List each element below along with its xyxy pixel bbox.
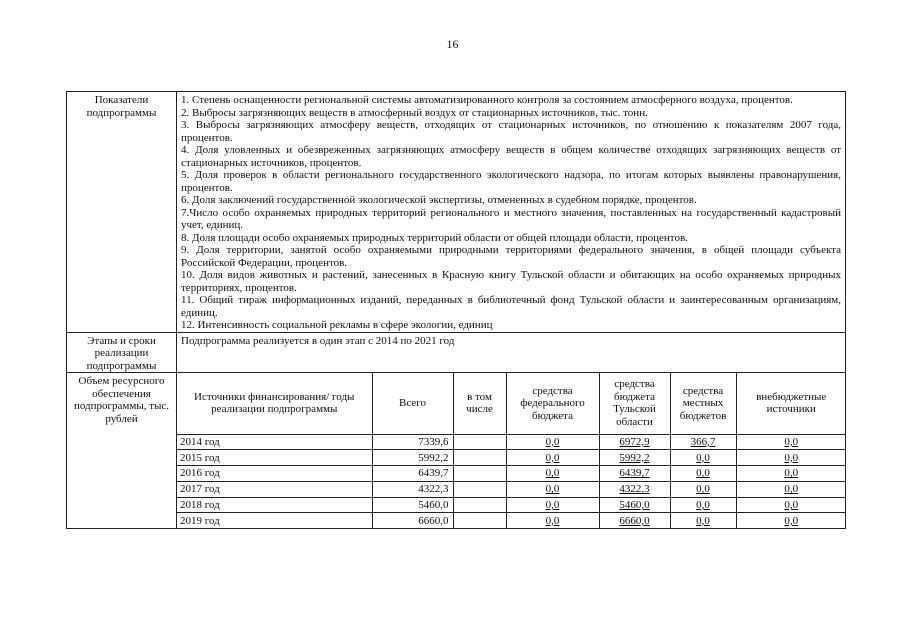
- funding-cell: [177, 373, 846, 529]
- local-cell: 0,0: [670, 466, 736, 482]
- indicator-item: 6. Доля заключений государственной экологической экспертизы, отмененных в судебном порядке, процентов.: [181, 194, 697, 206]
- header-extra: внебюджетные источники: [736, 373, 846, 434]
- header-federal: средства федерального бюджета: [506, 373, 599, 434]
- header-source: Источники финансирования/ годы реализации подпрограммы: [177, 373, 372, 434]
- empty-cell: [453, 434, 506, 450]
- table-row: [177, 513, 846, 528]
- table-row: [177, 450, 846, 466]
- table-row: [177, 497, 846, 513]
- passport-table: [66, 91, 846, 529]
- header-local: средства местных бюджетов: [670, 373, 736, 434]
- local-cell: 0,0: [670, 513, 736, 528]
- year-cell: 2015 год: [177, 450, 372, 466]
- total-cell: 4322,3: [372, 481, 453, 497]
- indicator-item: 3. Выбросы загрязняющих атмосферу веществ, отходящих от стационарных источников, по отношению к показателям 2007 года, процентов.: [181, 119, 841, 144]
- empty-cell: [453, 466, 506, 482]
- regional-cell: 6660,0: [599, 513, 670, 528]
- table-row: [177, 466, 846, 482]
- indicators-label: Показатели подпрограммы: [67, 92, 177, 333]
- year-cell: 2014 год: [177, 434, 372, 450]
- indicator-item: 5. Доля проверок в области регионального государственного экологического надзора, по итогам которых выявлены правонарушения, процентов.: [181, 169, 841, 194]
- total-cell: 6660,0: [372, 513, 453, 528]
- federal-cell: 0,0: [506, 466, 599, 482]
- indicator-item: 2. Выбросы загрязняющих веществ в атмосферный воздух от стационарных источников, тыс. тонн.: [181, 106, 648, 119]
- indicator-item: 10. Доля видов животных и растений, занесенных в Красную книгу Тульской области и обитающих на особо охраняемых природных территориях, процентов.: [181, 269, 841, 294]
- indicators-list: [177, 92, 846, 333]
- total-cell: 6439,7: [372, 466, 453, 482]
- extra-cell: 0,0: [736, 450, 846, 466]
- federal-cell: 0,0: [506, 497, 599, 513]
- regional-cell: 4322,3: [599, 481, 670, 497]
- regional-cell: 5992,2: [599, 450, 670, 466]
- empty-cell: [453, 481, 506, 497]
- indicator-item: 1. Степень оснащенности региональной системы автоматизированного контроля за состоянием атмосферного воздуха, процентов.: [181, 94, 793, 106]
- funding-table: [177, 373, 846, 528]
- local-cell: 366,7: [670, 434, 736, 450]
- year-cell: 2019 год: [177, 513, 372, 528]
- indicator-item: 12. Интенсивность социальной рекламы в сфере экологии, единиц: [181, 319, 493, 331]
- local-cell: 0,0: [670, 481, 736, 497]
- stages-row: [67, 332, 846, 373]
- total-cell: 7339,6: [372, 434, 453, 450]
- extra-cell: 0,0: [736, 434, 846, 450]
- empty-cell: [453, 450, 506, 466]
- page-number: 16: [446, 37, 459, 51]
- extra-cell: 0,0: [736, 513, 846, 528]
- indicator-item: 9. Доля территории, занятой особо охраняемыми природными территориями федерального значения, в общей площади субъекта Российской Федерации, процентов.: [181, 244, 841, 269]
- funding-row: [67, 373, 846, 529]
- extra-cell: 0,0: [736, 497, 846, 513]
- year-cell: 2017 год: [177, 481, 372, 497]
- local-cell: 0,0: [670, 450, 736, 466]
- empty-cell: [453, 513, 506, 528]
- federal-cell: 0,0: [506, 450, 599, 466]
- extra-cell: 0,0: [736, 481, 846, 497]
- funding-label: Объем ресурсного обеспечения подпрограммы, тыс. рублей: [67, 373, 177, 529]
- table-row: [177, 434, 846, 450]
- stages-label: Этапы и сроки реализации подпрограммы: [67, 332, 177, 373]
- empty-cell: [453, 497, 506, 513]
- year-cell: 2018 год: [177, 497, 372, 513]
- total-cell: 5992,2: [372, 450, 453, 466]
- regional-cell: 6972,9: [599, 434, 670, 450]
- indicators-row: [67, 92, 846, 333]
- regional-cell: 5460,0: [599, 497, 670, 513]
- local-cell: 0,0: [670, 497, 736, 513]
- indicator-item: 4. Доля уловленных и обезвреженных загрязняющих атмосферу веществ в общем количестве отходящих загрязняющих веществ от стационарных источников, процентов.: [181, 144, 841, 169]
- extra-cell: 0,0: [736, 466, 846, 482]
- total-cell: 5460,0: [372, 497, 453, 513]
- header-including: в том числе: [453, 373, 506, 434]
- year-cell: 2016 год: [177, 466, 372, 482]
- stages-text: Подпрограмма реализуется в один этап с 2014 по 2021 год: [177, 332, 846, 373]
- indicator-item: 7.Число особо охраняемых природных территорий регионального и местного значения, поставленных на государственный кадастровый учет, единиц.: [181, 206, 841, 231]
- federal-cell: 0,0: [506, 481, 599, 497]
- regional-cell: 6439,7: [599, 466, 670, 482]
- table-row: [177, 481, 846, 497]
- indicator-item: 8. Доля площади особо охраняемых природных территорий области от общей площади области, процентов.: [181, 231, 688, 244]
- indicator-item: 11. Общий тираж информационных изданий, переданных в библиотечный фонд Тульской области и заинтересованным организациям, единиц.: [181, 294, 841, 319]
- header-total: Всего: [372, 373, 453, 434]
- federal-cell: 0,0: [506, 513, 599, 528]
- federal-cell: 0,0: [506, 434, 599, 450]
- header-regional: средства бюджета Тульской области: [599, 373, 670, 434]
